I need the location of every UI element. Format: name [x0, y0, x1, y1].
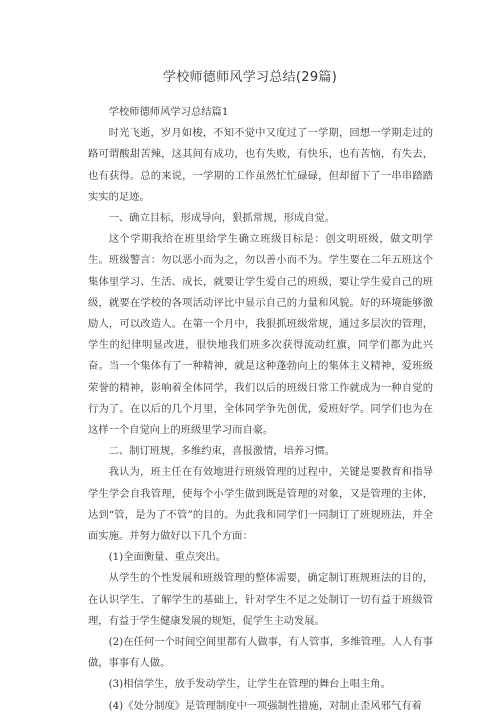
paragraph: 时光飞逝，岁月如梭，不知不觉中又度过了一学期，回想一学期走过的路可谓酸甜苦辣，这其间有成功，也有失败，有快乐，也有苦恼，有失去，也有获得。总的来说，一学期的工作虽然忙忙碌碌，但却留下了一串串踏踏实实的足迹。	[88, 127, 433, 203]
list-item: (1)全面衡量、重点突出。	[108, 551, 227, 564]
paragraph: 这个学期我给在班里给学生确立班级目标是：创文明班级，做文明学生。班级警言：勿以恶小而为之，勿以善小而不为。学生要在二年五班这个集体里学习、生活、成长，就要让学生爱自己的班级，要让学生爱自己的班级，就要在学校的各项活动评比中显示自己的力量和风貌。好的环境能够激励人，可以改造人。在第一个月中，我狠抓班级常规，通过多层次的管理，学生的纪律明显改进，很快地我们班多次获得流动红旗，同学们都为此兴奋。当一个集体有了一种精神，就是这种蓬勃向上的集体主义精神，爱班级荣誉的精神，影响着全体同学，我们以后的班级日常工作就成为一种自觉的行为了。在以后的几个月里，全体同学争先创优，爱班好学。同学们也为在这样一个自觉向上的班级里学习而自豪。	[88, 233, 433, 437]
list-item: (4)《处分制度》是管理制度中一项强制性措施，对制止歪风邪气有着	[108, 699, 422, 712]
paragraph: 我认为，班主任在有效地进行班级管理的过程中，关键是要教育和指导学生学会自我管理，使每个小学生做到既是管理的对象，又是管理的主体，达到“管，是为了不管”的目的。为此我和同学们一同制订了班规班法，并全面实施。并努力做好以下几个方面：	[88, 466, 433, 543]
subheading: 二、制订班规，多维约束，喜报激情，培养习惯。	[108, 445, 336, 458]
document-body	[88, 102, 433, 717]
section-heading: 学校师德师风学习总结篇1	[108, 106, 229, 118]
paragraph: 从学生的个性发展和班级管理的整体需要，确定制订班规班法的目的，在认识学生、了解学生的基础上，针对学生不足之处制订一切有益于班级管理，有益于学生健康发展的规矩，促学生主动发展。	[88, 572, 433, 627]
subheading: 一、确立目标，形成导向，狠抓常规，形成自觉。	[108, 212, 336, 225]
list-item: (2)在任何一个时间空间里都有人做事，有人管事，多维管理。人人有事做，事事有人做。	[88, 636, 433, 670]
document-title: 学校师德师风学习总结(29篇)	[162, 70, 338, 85]
list-item: (3)相信学生，放手发动学生，让学生在管理的舞台上唱主角。	[108, 678, 391, 691]
